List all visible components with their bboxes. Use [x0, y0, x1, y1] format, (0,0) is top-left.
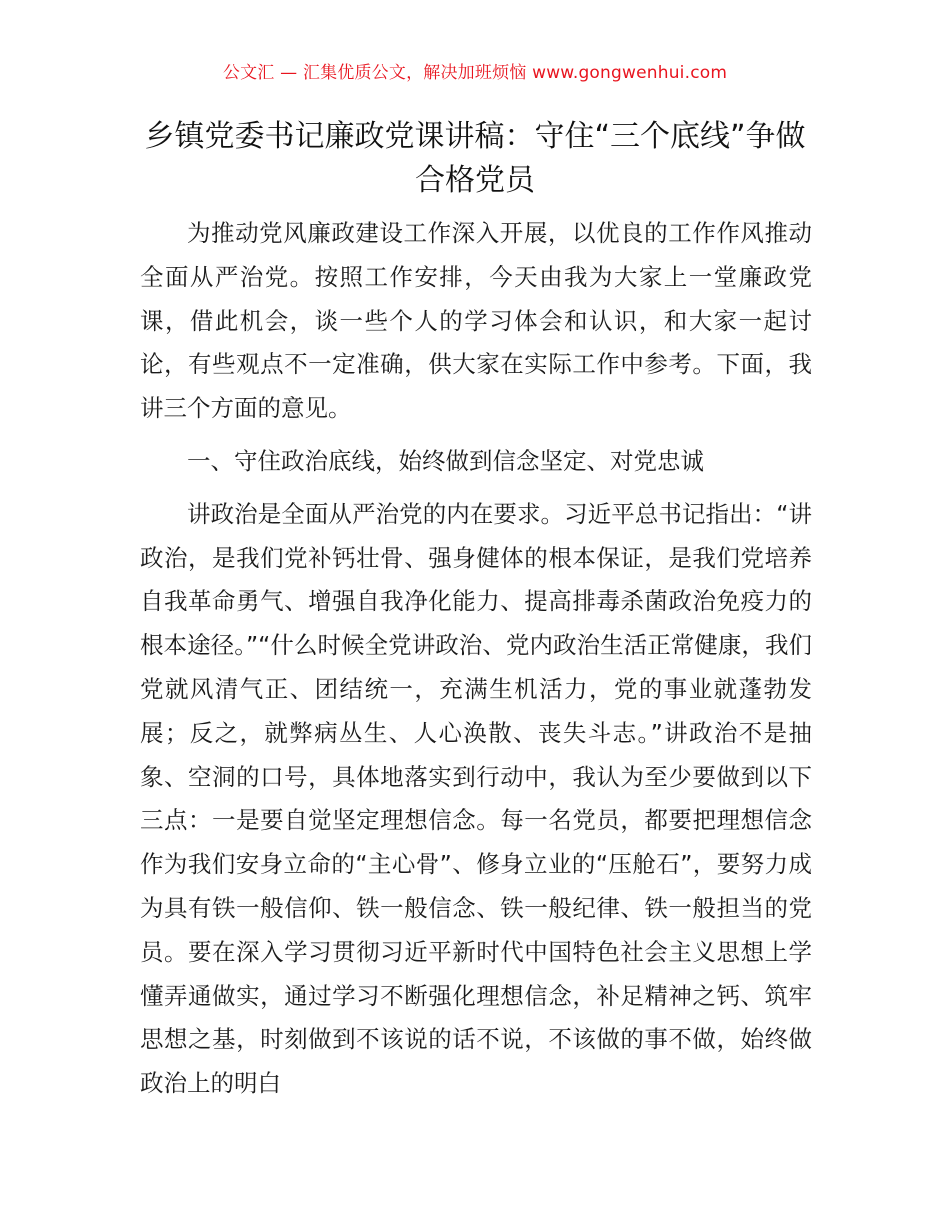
document-title: 乡镇党委书记廉政党课讲稿：守住“三个底线”争做合格党员 [144, 119, 806, 198]
section-1-paragraph: 讲政治是全面从严治党的内在要求。习近平总书记指出：“讲政治，是我们党补钙壮骨、强身健体的根本保证，是我们党培养自我革命勇气、增强自我净化能力、提高排毒杀菌政治免疫力的根本途径。”“什么时候全党讲政治、党内政治生活正常健康，我们党就风清气正、团结统一，充满生机活力，党的事业就蓬勃发展；反之，就弊病丛生、人心涣散、丧失斗志。”讲政治不是抽象、空洞的口号，具体地落实到行动中，我认为至少要做到以下三点：一是要自觉坚定理想信念。每一名党员，都要把理想信念作为我们安身立命的“主心骨”、修身立业的“压舱石”，要努力成为具有铁一般信仰、铁一般信念、铁一般纪律、铁一般担当的党员。要在深入学习贯彻习近平新时代中国特色社会主义思想上学懂弄通做实，通过学习不断强化理想信念，补足精神之钙、筑牢思想之基，时刻做到不该说的话不说，不该做的事不做，始终做政治上的明白 [140, 499, 812, 1098]
site-banner[interactable]: 公文汇 — 汇集优质公文，解决加班烦恼 www.gongwenhui.com [222, 63, 728, 83]
intro-paragraph: 为推动党风廉政建设工作深入开展，以优良的工作作风推动全面从严治党。按照工作安排，今天由我为大家上一堂廉政党课，借此机会，谈一些个人的学习体会和认识，和大家一起讨论，有些观点不一定准确，供大家在实际工作中参考。下面，我讲三个方面的意见。 [140, 219, 812, 423]
section-heading-1: 一、守住政治底线，始终做到信念坚定、对党忠诚 [187, 446, 704, 475]
document-body [140, 212, 812, 1106]
